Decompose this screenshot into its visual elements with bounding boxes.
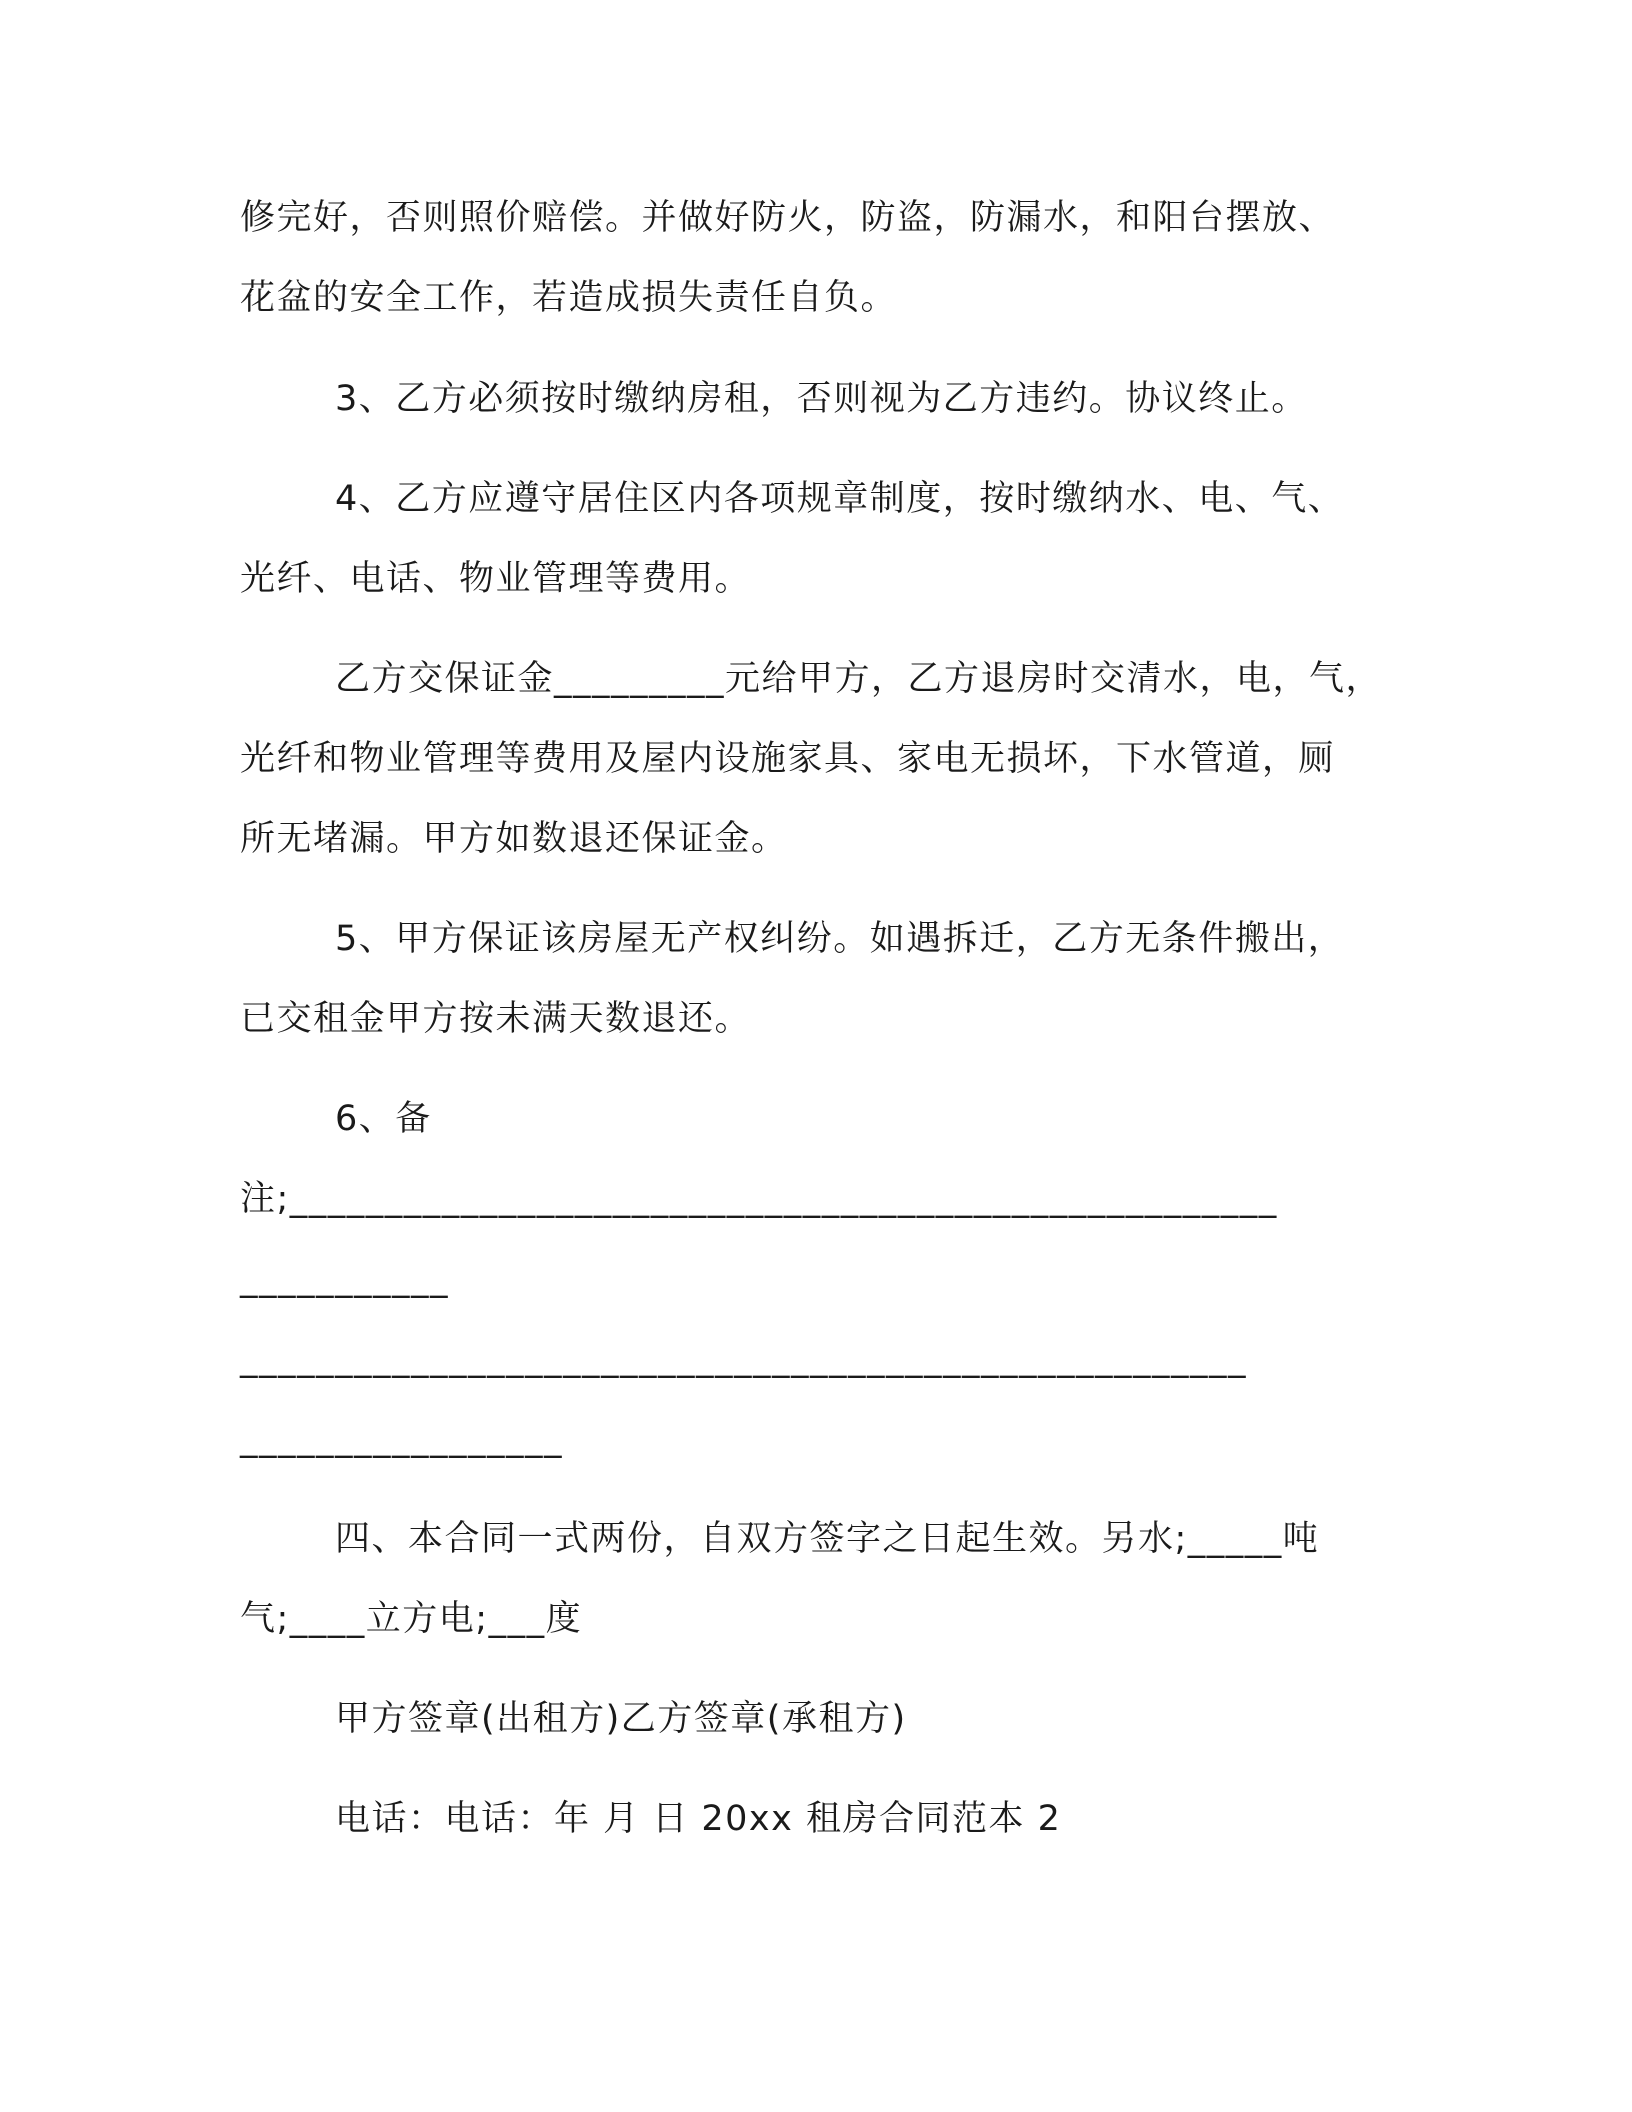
text-line: 四、本合同一式两份，自双方签字之日起生效。另水;_____吨 <box>335 1519 1320 1559</box>
text-line: 所无堵漏。甲方如数退还保证金。 <box>240 819 788 859</box>
text-line: 甲方签章(出租方)乙方签章(承租方) <box>335 1699 907 1739</box>
text-line: 6、备 <box>335 1099 432 1139</box>
text-line: 3、乙方必须按时缴纳房租，否则视为乙方违约。协议终止。 <box>335 379 1308 419</box>
text-line: 修完好，否则照价赔偿。并做好防火，防盗，防漏水，和阳台摆放、 <box>240 198 1336 238</box>
text-line: 已交租金甲方按未满天数退还。 <box>240 999 752 1039</box>
text-line: 4、乙方应遵守居住区内各项规章制度，按时缴纳水、电、气、 <box>335 479 1345 519</box>
text-line: _________________ <box>240 1419 563 1459</box>
text-line: _____________________________________________________ <box>240 1339 1247 1379</box>
text-line: 5、甲方保证该房屋无产权纠纷。如遇拆迁，乙方无条件搬出， <box>335 919 1345 959</box>
text-line: 电话：电话：年 月 日 20xx 租房合同范本 2 <box>335 1799 1062 1839</box>
text-line: 光纤和物业管理等费用及屋内设施家具、家电无损坏，下水管道，厕 <box>240 739 1336 779</box>
text-line: 花盆的安全工作，若造成损失责任自负。 <box>240 278 898 318</box>
text-line: 光纤、电话、物业管理等费用。 <box>240 559 752 599</box>
text-line: ___________ <box>240 1259 449 1299</box>
text-line: 注;____________________________________________________ <box>240 1179 1278 1219</box>
text-line: 气;____立方电;___度 <box>240 1599 583 1639</box>
text-line: 乙方交保证金_________元给甲方，乙方退房时交清水，电，气， <box>335 659 1383 699</box>
